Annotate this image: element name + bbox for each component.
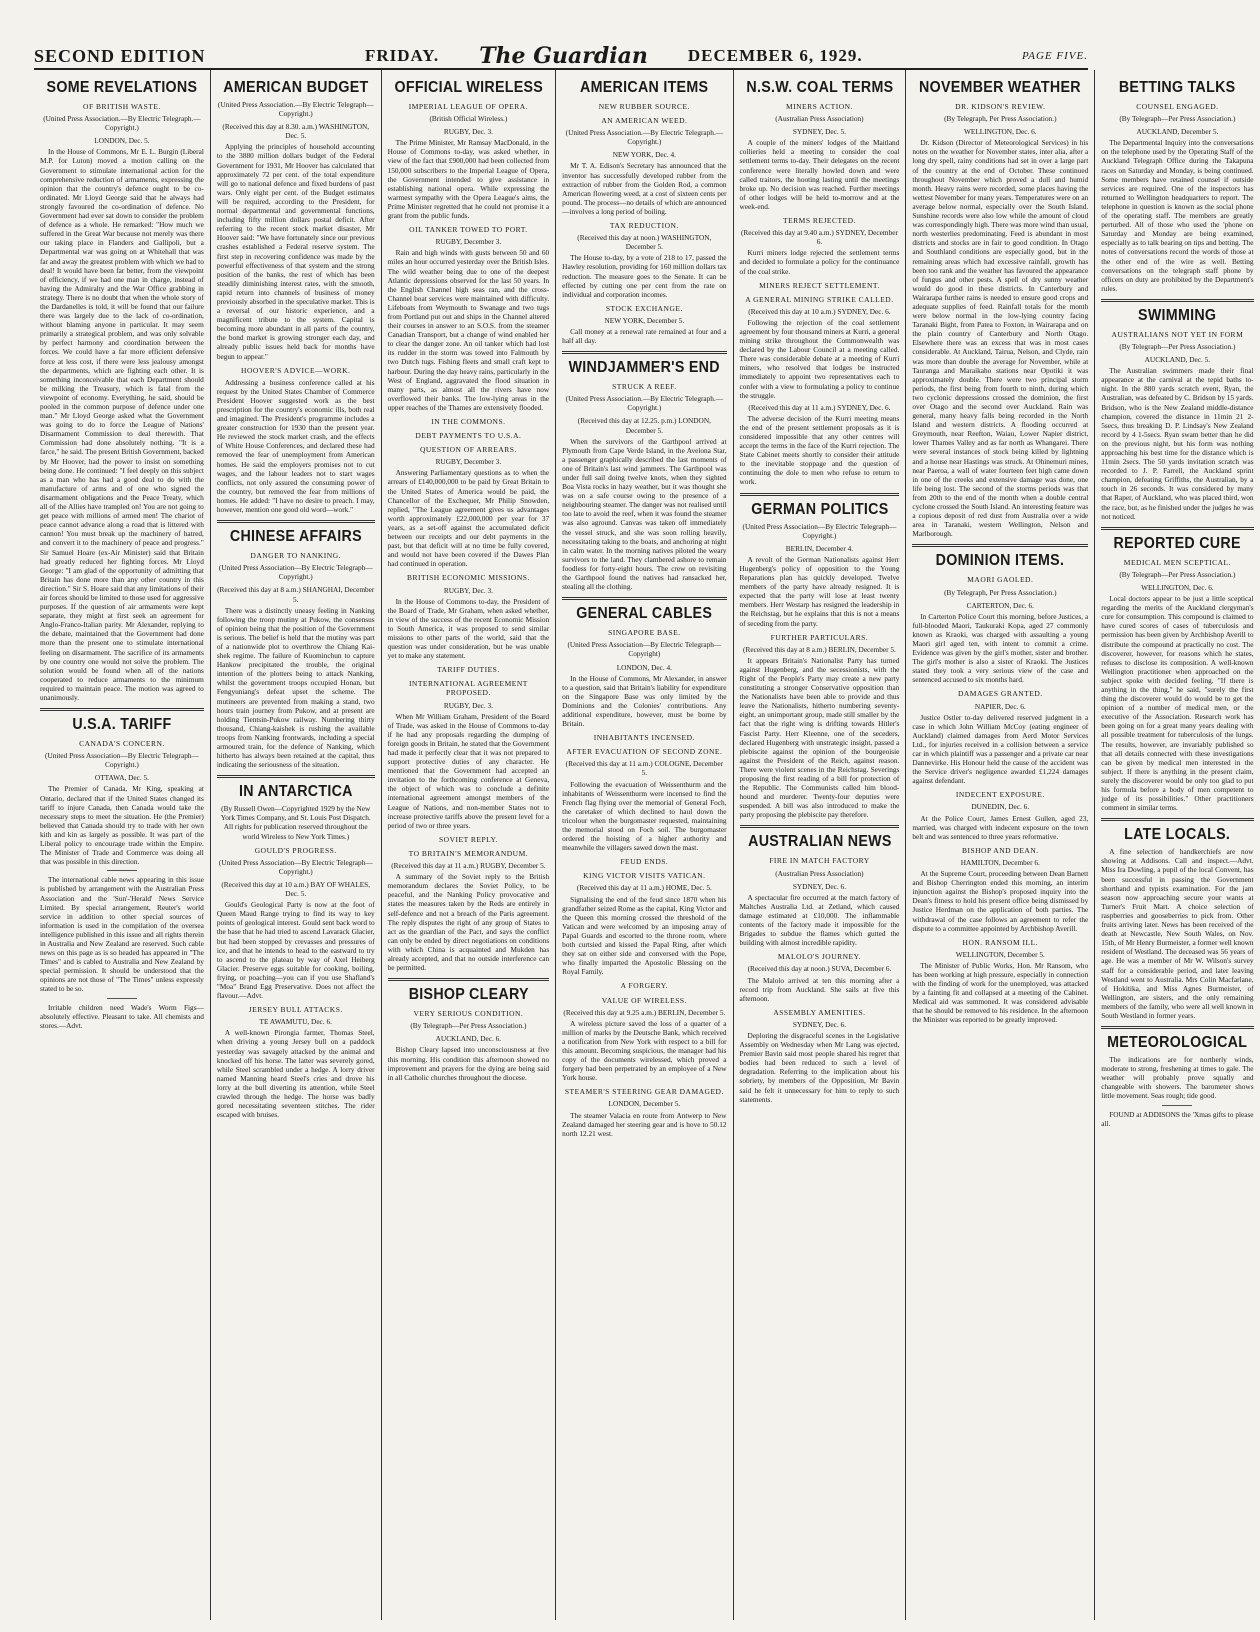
headline-in-antarctica: IN ANTARCTICA — [238, 783, 353, 801]
credit-line: (Australian Press Association) — [775, 114, 864, 124]
article-body: A spectacular fire occurred at the match factory of Maltches Australia Ltd. at Zetland, which caused damage estimated at £10,000. The inflammable contents of the factory made it impossible for the Brigades to subdue the flames which gutted the building with almost incredible rapidity. — [739, 892, 900, 948]
credit-line: (United Press Association—By Electric Telegraph—Copyright.) — [45, 751, 199, 770]
subhead: INTERNATIONAL AGREEMENT PROPOSED. — [408, 679, 528, 698]
headline-swimming: SWIMMING — [1138, 306, 1217, 324]
article-body: It appears Britain's Nationalist Party has turned against Hugenberg, and the secessionists, with the Right of the People's Party may create a new party constituting a stronger Conservative opposition than the Nationalists have been able to provide and thus leave the Nationalists, hitherto numbering seventy-eight, an unimportant group, made still smaller by the fact that the right wing is drifting towards Hitler's Fascist Party. Herr Kleenne, one of the seceders, declared Hugenberg with unstrategic insight, passed a plebiscite against the opinion of the bourgeoisie against the President of the Reich, against reason. There were violent scenes in the Reichstag. Severings proposing the first reading of a bill for protection of the Republic. The Communists called him blood-hound and murderer. Twenty-four deputies were suspended. A bill was also introduced to make the party proposing the plebiscite pay therefore. — [739, 655, 900, 820]
dateline: SYDNEY, Dec. 5. — [792, 127, 847, 137]
subhead: IMPERIAL LEAGUE OF OPERA. — [408, 102, 529, 111]
subhead: JERSEY BULL ATTACKS. — [248, 1005, 343, 1015]
subhead: DANGER TO NANKING. — [250, 551, 342, 561]
article-body: In the House of Commons, Mr E. L. Burgin (Liberal M.P. for Luton) moved a motion calling on the Government to stimulate international action for the comprehensive reduction of armaments, expressing the opinion that the country's defence ought to be co-ordinated. Mr Lloyd George said that he always had strongly favoured the co-ordination of defence. No Government had ever sat down to consider the problem of defence as a whole. He remarked: "How much we suffered in the Great War because not merely was there our taking place in Flanders and Gallipoli, but a Departmental war was going on at Whitehall that was far and away the greatest problem with which we had to deal! It would have been far better, from the viewpoint of efficiency, if we had one man in charge, instead of having the Admiralty and the War Office grabbing in strategy. There is no doubt that when the whole story of the Dardanelles is told, it will be found that our failure there was largely due to the lack of co-ordination, without blaming anyone in particular. It may seem primarily a strategical problem, and was only solvable by perfect harmony and coordination between the forces. We could have a far more efficient defensive force at less cost, if there were less jealousy amongst the departments, which are fighting each other. It is something inconceivable that each Department should be milking the Treasury, which is fatal from the viewpoint of economy. Everything, he said, should be pooled in the common purpose of defence under one man." Mr Lloyd George asked what the Government was going to do to force the League of Nations' Disarmament Commission to deal therewith. That Commission had done absolutely nothing. "It is a farce," he said. The present British Government, backed by Mr Hoover, had the power to insist on something being done. He continued: "I feel deeply on this subject as a man who has had a good deal to do with the manufacture of arms and of one who signed the disarmament obligations and the Peace Treaty, which all of the Allies have trampled on! You are not going to get peace with millions of armed men! The chariot of peace cannot advance along a road that is littered with cannon! You must break up the machinery of hatred, and convert it to the machinery of peace and progress." Sir Samuel Hoare (ex-Air Minister) said that Britain had greatly reduced her fighting forces. Mr Lloyd George: "I am glad of the opportunity of admitting that Britain has done more than any other country in this direction." Sir S. Hoare said that any limitations of their air forces should be limited to those used for aggressive purposes. If the question of air armaments were kept separate, they might at first seek an agreement for Anglo-Franco-Italian parity. Mr Alexander, replying to the debate, maintained that the Government had done more than the present one to stimulate international feeling on disarmament. The sacrifice of its armaments by one country one would not solve the problem. The solution would be found when all of the nations cooperated to reduce armaments to the minimum required to maintain peace. The motion was agreed to unanimously. — [40, 147, 204, 702]
dateline: (Received this day at 10 a.m.) BAY OF WHALES, Dec. 5. — [221, 879, 371, 899]
subhead: BISHOP AND DEAN. — [961, 845, 1039, 855]
article-body: When Mr William Graham, President of the Board of Trade, was asked in the House of Commons to-day if he had any proposals regarding the dumping of foreign goods in Britain, he stated that the Government had made it perfectly clear that it was not prepared to support protective duties of any character. He mentioned that the Government had accepted an invitation to the forthcoming conference at Geneva, the object of which was to conclude a definite international agreement amongst members of the League of Nations, and non-member States not to increase protective tariffs above the present level for a period of two or three years. — [387, 711, 550, 830]
subhead: MINERS ACTION. — [785, 102, 853, 111]
dateline: (Received this day at 8 a.m.) SHANGHAI, December 5. — [217, 585, 375, 604]
credit-line: (By Telegraph—Per Press Association.) — [1119, 114, 1236, 124]
dateline: (Received this day at 8.30. a.m.) WASHINGTON, Dec. 5. — [222, 122, 370, 141]
subhead: COUNSEL ENGAGED. — [1136, 102, 1219, 111]
dateline: RUGBY, Dec. 3. — [443, 585, 493, 595]
edition-label: SECOND EDITION — [34, 45, 206, 66]
column-divider — [1101, 818, 1253, 821]
dateline: TE AWAMUTU, Dec. 6. — [259, 1017, 332, 1027]
article-body: Addressing a business conference called at his request by the United States Chamber of Commerce President Hoover suggested work as the best prescription for the country's economic ills, both real and imagined. The President's programme includes a greater construction for 1930 than the present year. He reviewed the stock market crash, and the effects of White House Conferences, and declared these had removed the fear of unemployment from American homes. He said the employers promises not to cut wages, and the labour leaders not to start wages conflicts, not only assured the consuming power of the country, but removed the fear from millions of homes. He added: "I have no desire to preach. I may, however, mention one good old word—work." — [216, 377, 375, 515]
credit-line: (By Telegraph, Per Press Association.) — [944, 114, 1057, 124]
subhead: MINERS REJECT SETTLEMENT. — [759, 280, 880, 290]
dateline: (Received this day at 9.40 a.m.) SYDNEY, December 6. — [740, 228, 898, 247]
article-body: The Australian swimmers made their final appearance at the carnival at the tepid baths to-night. In the 880 yards scratch event, Ryan, the Australian, was defeated by C. Bridson by 15 yards. Bridson, who is the New Zealand middle-distance champion, covered the distance in 11min 21 2-5secs, thus breaking D. P. Lindsay's New Zealand record by 4 1-5secs. Ryan swam better than he did on the previous night, but his form was nothing approaching his best time for the distance which is 11min 2secs. The 50 yards invitation scratch was recorded to J. P. Farrell, the Auckland sprint champion, defeating Griffiths, the Australian, by a touch in 26 seconds. It was considered by many that Raper, of Auckland, who was placed third, won the race, but, as he finished under the judges he was not noticed. — [1101, 366, 1254, 521]
column-divider — [562, 351, 726, 354]
subhead: AFTER EVACUATION OF SECOND ZONE. — [566, 747, 723, 757]
dateline: WELLINGTON, Dec. 6. — [1141, 582, 1214, 592]
masthead — [34, 44, 1088, 70]
dateline: HAMILTON, December 6. — [960, 857, 1040, 867]
column-divider — [40, 708, 204, 711]
credit-line: (United Press Association.—By Electric Telegraph—Copyright.) — [217, 100, 374, 119]
dateline: (Received this day at 11 a.m.) HOME, Dec. 5. — [576, 883, 712, 893]
headline-bishop-cleary: BISHOP CLEARY — [408, 986, 529, 1004]
subhead: MALOLO'S JOURNEY. — [777, 952, 861, 962]
column-2 — [211, 70, 382, 1620]
article-body: A couple of the miners' lodges of the Maitland collieries held a meeting to consider the coal settlement terms to-day. Their delegates on the recent conference were literally howled down and were called traitors, the hooting lasting until the meetings broke up. No decision was reached. Further meetings of other lodges will be held to-morrow and at the week-end. — [739, 138, 900, 211]
headline-meteorological: METEOROLOGICAL — [1107, 1034, 1248, 1052]
article-body: The Prime Minister, Mr Ramsay MacDonald, in the House of Commons to-day, was asked whether, in view of the fact that £900,000 had been collected from 150,000 subscribers to the Imperial League of Opera, the Government intended to give assistance in establishing national opera. While expressing the warmest sympathy with the Opera League's aims, the Prime Minister regretted that he could not promise it a grant from the public funds. — [387, 138, 550, 221]
dateline: AUCKLAND, Dec. 6. — [435, 1034, 502, 1044]
article-body: In the House of Commons to-day, the President of the Board of Trade, Mr Graham, when asked whether, in view of the success of the recent Economic Mission to South America, it was proposed to send similar missions to other parts of the world, said that the question was under consideration, but he was unable yet to make any statement. — [387, 596, 550, 661]
dateline: DUNEDIN, Dec. 6. — [971, 802, 1030, 812]
dateline: BERLIN, December 4. — [785, 543, 854, 553]
dateline: AUCKLAND, Dec. 5. — [1144, 355, 1211, 365]
subhead: NEW RUBBER SOURCE. — [598, 102, 690, 111]
column-6 — [906, 70, 1095, 1620]
subhead: TO BRITAIN'S MEMORANDUM. — [408, 848, 529, 858]
subhead: INHABITANTS INCENSED. — [593, 733, 695, 743]
credit-line: (By Telegraph, Per Press Association.) — [944, 587, 1057, 597]
article-body: Rain and high winds with gusts between 50 and 60 miles an hour occurred yesterday over the British Isles. The wild weather being due to one of the deepest Atlantic depressions observed for the last 50 years. In the English Channel high seas ran, and the cross-Channel boat services were maintained with difficulty. Lifeboats from Weymouth to Swanage and two tugs from Portland put out and ships in the Channel altered their courses in answer to an S.O.S. from the steamer Canadian Transport, but a change of wind enabled her to clear the danger zone. An oil tanker which had lost its rudder in the storm was towed into Falmouth by two Dutch tugs. Fishing fleets and small craft kept to harbour. During the day heavy rains, particularly in the West of England, aggravated the flood situation in many parts, as almost all the rivers have now overflowed their banks. The low-lying areas in the upper reaches of the Thames are extensively flooded. — [387, 248, 550, 412]
dateline: AUCKLAND, December 5. — [1136, 127, 1219, 137]
credit-line: (United Press Association.—By Electric Telegraph.—Copyright.) — [565, 128, 724, 147]
subhead: DEBT PAYMENTS TO U.S.A. — [415, 431, 522, 441]
subhead: KING VICTOR VISITS VATICAN. — [583, 871, 706, 881]
dateline: RUGBY, Dec. 3. — [443, 700, 493, 710]
day-label: FRIDAY. — [364, 46, 440, 65]
column-divider — [740, 493, 900, 496]
column-5 — [734, 70, 907, 1620]
dateline: WELLINGTON, December 5. — [955, 949, 1045, 959]
article-body: Bishop Cleary lapsed into unconsciousness at five this morning. His condition this afternoon showed no improvement and prayers for the dying are being said in all Catholic churches throughout the diocese. — [387, 1045, 550, 1082]
advertisement: FOUND at ADDISONS the 'Xmas gifts to please all. — [1101, 1109, 1254, 1128]
article-body: At the Police Court, James Ernest Gullen, aged 23, married, was charged with indecent exposure on the town belt and was sentenced to three years reformative. — [912, 813, 1089, 841]
subhead: CANADA'S CONCERN. — [79, 739, 165, 749]
article-body: The Premier of Canada, Mr King, speaking at Ontario, declared that if the United States changed its tariff to injure Canada, then Canada would take the necessary steps to meet the situation. He (the Premier) believed that Canada should try to trade with her own kith and kin as largely as possible. It was part of the Liberal policy to encourage trade within the Empire. The Minister of Trade and Commerce was doing all that was possible in this direction. — [40, 784, 204, 867]
subhead: MEDICAL MEN SCEPTICAL. — [1123, 557, 1231, 567]
column-divider — [217, 775, 375, 778]
column-1 — [34, 70, 211, 1620]
article-body: Following the evacuation of Weissenthurm and the inhabitants of Weissenthurm were incensed to find the French flag flying over the memorial of General Foch, the caretaker of which declined to haul down the tricolour when the burgomaster requested, maintaining the memorial stood on Foch soil. The burgomaster ordered the hoisting of a higher authority and meanwhile the villagers sawed down the mast. — [562, 779, 727, 853]
column-divider — [217, 520, 375, 523]
subhead: STEAMER'S STEERING GEAR DAMAGED. — [564, 1087, 724, 1097]
dateline: (Received this day at 11 a.m.) SYDNEY, Dec. 6. — [748, 402, 891, 412]
article-body: The House to-day, by a vote of 218 to 17, passed the Hawley resolution, providing for 160 million dollars tax reduction. The measure goes to the Senate. It can be effected by cutting one per cent from the rate on individual and corporation incomes. — [562, 253, 727, 299]
subhead: STRUCK A REEF. — [612, 382, 677, 392]
article-body: Applying the principles of household accounting to the 3880 million dollars budget of the Federal Government for 1931, Mr Hoover has calculated that approximately 72 per cent. of the total expenditure will go to national defence and fixed burdens of past wars. Only eight per cent. of the Budget estimates will be required, according to the President, for normal departmental and governmental functions, including fifty million dollars postal deficit. After referring to the recent stock market disaster, Mr Hoover said: "We have fortunately since our previous crashes established a Federal reserve system. The first step in recovering confidence was made by the powerful effectiveness of that system and the strong position of the banks, the rest of which has been steadily diminishing interest rates, with the smooth, rapid return into channels of business of money previously absorbed in the speculative market. This is a reversal of our historic experience, and a magnificent tribute to the system. Capital is becoming more abundant in all parts of the country, the bond market is growing stronger each day, and already public issues held back for months have begun to appear." — [216, 142, 375, 361]
subhead: TARIFF DUTIES. — [437, 665, 500, 675]
credit-line: (By Russell Owen—Copyrighted 1929 by the New York Times Company, and St. Louis Post Dispatch. All rights for publication reserved throughout the world Wireless to New York Times.) — [220, 804, 371, 841]
article-body: The indications are for northerly winds, moderate to strong, freshening at times to gale. The weather will probably prove squally and changeable with showers. The barometer shows little movement. Seas rough; tide good. — [1101, 1055, 1254, 1101]
dateline: LONDON, Dec. 5. — [94, 136, 150, 146]
headline-windjammers-end: WINDJAMMER'S END — [568, 359, 720, 377]
subhead: OF BRITISH WASTE. — [83, 102, 161, 111]
subhead: A FORGERY. — [620, 981, 669, 991]
subhead: INDECENT EXPOSURE. — [955, 790, 1045, 800]
separator — [1162, 1105, 1192, 1106]
subhead: MAORI GAOLED. — [967, 575, 1034, 585]
subhead: A GENERAL MINING STRIKE CALLED. — [745, 294, 894, 304]
dateline: NEW YORK, December 5. — [604, 315, 685, 325]
article-body: A revolt of the German Nationalists against Herr Hugenberg's policy of opposition to the Young Reparations plan has quickly developed. Twelve members of the party have already resigned. It is expected that the party will lose at least twenty members. Herr Westarp has resigned the leadership in the Reichstag, but he explains that this is not a means of seceding from the party. — [739, 554, 900, 628]
credit-line: (Australian Press Association) — [775, 868, 864, 878]
credit-line: (United Press Association.—By Electric Telegraph.—Copyright.) — [565, 394, 724, 413]
dateline: RUGBY, December 3. — [435, 457, 502, 467]
subhead: STOCK EXCHANGE. — [605, 303, 683, 313]
subhead: QUESTION OF ARREARS. — [419, 445, 517, 455]
subhead: FURTHER PARTICULARS. — [770, 632, 869, 642]
article-body: The Malolo arrived at ten this morning after a record trip from Auckland. She sails at five this afternoon. — [739, 975, 900, 1003]
article-body: Justice Ostler to-day delivered reserved judgment in a case in which John William McCoy (eating engineer of Auckland) claimed damages from Aerd Motor Services Ltd., for injuries received in a collision between a service car in which plaintiff was a passenger and a private car near Dannevirke. His Honour held the cause of the accident was the Service driver's negligence awarded £1,224 damages against defendant. — [912, 712, 1089, 786]
article-body: Gould's Geological Party is now at the foot of Queen Maud Range trying to find its way to key points of geological interest. Gould sent back word to the base that he had tried to ascend Lavarack Glacier, but had been stopped by crevasses and pressures of ice, and that he intends to head to the eastward to try to ascend to the plateau by way of Axel Heiberg Glacier. Preserve eggs suitable for cooking, boiling, frying, or poaching—you can if you use Shafland's "Moa" Brand Egg Preservative. Does not affect the flavour.—Advt. — [216, 900, 375, 1001]
dateline: (Received this day at noon.) WASHINGTON, December 5. — [577, 233, 712, 252]
article-columns — [34, 70, 1254, 1620]
article-body: Following the rejection of the coal settlement agreement by four thousand miners at Kurri, a general mining strike throughout the Commonwealth was declared by the Labour Council at a meeting called. There was considerable debate at a meeting of Kurri miners, who resolved that lodges be instructed immediately to appoint two representatives each to confer with a view to formulating a policy to continue the struggle. — [739, 317, 900, 400]
subhead: TAX REDUCTION. — [609, 221, 679, 231]
subhead: HON. RANSOM ILL. — [962, 937, 1039, 947]
subhead: VALUE OF WIRELESS. — [601, 995, 687, 1005]
article-body: There was a distinctly uneasy feeling in Nanking following the troop mutiny at Pukow, the consensus of opinion being that the position of the Government is serious. The belief is held that the mutiny was part of a nationwide plot to overthrow the Chiang Kai-shek regime. The failure of Kuominchun to capture Hankow precipitated the trouble, the original intention of the plotters being to attack Nanking, whilst the government troops occupied Honan, but Fengyuniang's defeat upset the scheme. The mutineers are prevented from making a stand, two hours train journey from Pukow, and at present are holding Tientsin-Pukow railway. Numbering thirty thousand, Chiang-kaishek is rushing the available troops from Nanking frontwards, including a special armoured train, for the defence of Nanking, which hitherto has always been retained at the capital, thus indicating the seriousness of the situation. — [216, 605, 375, 770]
dateline: (Received this day at noon.) SUVA, December 6. — [747, 964, 892, 974]
credit-line: (United Press Association—By Electric Telegraph—Copyright.) — [742, 521, 897, 540]
column-divider — [1101, 527, 1253, 530]
subhead: AN AMERICAN WEED. — [601, 116, 688, 126]
article-body: A fine selection of handkerchiefs are now showing at Addisons. Call and inspect.—Advt. Miss Ira Dowling, a pupil of the local Convent, has been successful in passing the Government shorthand and typists examination. For the jam season now approaching secure your wants at Turner's Fruit Mart. A choice selection of raspberries and gooseberries to pick from. Other fruits arriving later. News has been received of the death at Newcastle, New South Wales, on Nov. 15th, of Mr Henry Burmeister, a former well known resident of Westland. The deceased was 56 years of age. He was a member of Mr W. Wilson's survey staff for a considerable period, and later leaving Westland went to Australia. Mrs Colin Macfarlane, of Hokitika, and Miss Agnes Burmeister, of Wellington, are sisters, and the only remaining members of the family, who were all well known in South Westland in former years. — [1101, 847, 1254, 1020]
paper-title: The Guardian — [479, 43, 648, 69]
subhead: OIL TANKER TOWED TO PORT. — [409, 225, 528, 235]
article-body: Answering Parliamentary questions as to when the arrears of £140,000,000 to be paid by Great Britain to the United States of America would be paid, the Chancellor of the Exchequer, Mr Philip Snowden, replied, "The League agreement gives us advantages worth approximately £22,000,000 per year for 37 years, as a set-off against the accumulated deficit between our receipts and our debt payments in the past, but that deficit will at no time be fully covered, and would not have been covered if the Dawes Plan had continued in operation. — [387, 468, 550, 569]
column-divider — [1101, 1026, 1253, 1029]
subhead: BRITISH ECONOMIC MISSIONS. — [406, 573, 530, 583]
column-7 — [1095, 70, 1259, 1620]
credit-line: (By Telegraph—Per Press Association.) — [410, 1021, 527, 1031]
headline-usa-tariff: U.S.A. TARIFF — [72, 716, 172, 734]
article-body: Signalising the end of the feud since 1870 when his grandfather seized Rome as the capital, King Victor and the Queen this morning crossed the threshold of the Vatican and were welcomed by an imposing array of Papal Guards and escorted to the throne room, where both curtsied and kissed the Papal Ring, after which they sat on either side and conversed with the Pope, who finally imparted the Apostolic Blessing on the Royal Family. — [562, 894, 727, 977]
dateline: LONDON, Dec. 4. — [616, 662, 673, 672]
subhead: SOVIET REPLY. — [438, 834, 498, 844]
article-body: Call money at a renewal rate remained at four and a half all day. — [562, 326, 727, 346]
column-divider — [740, 825, 900, 828]
dateline: RUGBY, December 3. — [435, 237, 502, 247]
column-divider — [1101, 299, 1253, 302]
credit-line: (United Press Association—By Electric Telegraph—Copyright.) — [218, 857, 373, 876]
credit-line: (United Press Association—By Electric Telegraph—Copyright.) — [218, 563, 373, 582]
article-body: Deploring the disgraceful scenes in the Legislative Assembly on Wednesday when Mr Lang was ejected, Premier Bavin said most people shared his regret that bodies had been reduced to such a level of degradation. Referring to the implication about his sobriety, by members of the Opposition, Mr Bavin said he felt it unnecessary for him to reply to such statements. — [739, 1030, 900, 1104]
subhead: TERMS REJECTED. — [782, 216, 856, 226]
article-body: A well-known Pirongia farmer, Thomas Steel, when driving a young Jersey bull on a paddock yesterday was savagely attacked by the animal and knocked off his horse. The latter was severely gored, while Steel scrambled under a hedge. A lorry driver named Manning heard Steel's cries and drove his lorry at the bull diverting its attention, while Steel crawled through the hedge. The horse was badly gored necessitating seventeen stitches. The rider escaped with bruises. — [216, 1028, 375, 1120]
article-body: The adverse decision of the Kurri meeting means the end of the present settlement proposals as it is considered impossible that any other centres will accept the terms in the face of the Kurri rejection. The State Cabinet meets shortly to consider their attitude to the inevitable stoppage and the question of continuing the dole to men who refuse to return to work. — [739, 413, 900, 487]
headline-some-revelations: SOME REVELATIONS — [46, 79, 198, 96]
date-label: DECEMBER 6, 1929. — [687, 46, 863, 65]
column-divider — [388, 978, 550, 981]
headline-american-budget: AMERICAN BUDGET — [223, 79, 369, 96]
article-body: The Minister of Public Works, Hon. Mr Ransom, who has been working at high pressure, especially in connection with the finding of work for the unemployed, was attacked by a fainting fit and collapsed at a meeting of the Cabinet. Medical aid was summoned. It was considered advisable that he should be removed to his residence. In the afternoon the Minister was reported to be greatly improved. — [912, 960, 1089, 1025]
credit-line: (United Press Association—By Electric Telegraph—Copyright) — [567, 640, 722, 659]
dateline: (Received this day at 11 a.m.) RUGBY, December 5. — [391, 861, 546, 871]
subhead: DAMAGES GRANTED. — [957, 689, 1043, 699]
headline-american-items: AMERICAN ITEMS — [580, 79, 709, 96]
headline-november-weather: NOVEMBER WEATHER — [919, 79, 1082, 96]
article-body: A wireless picture saved the loss of a quarter of a million of marks by the Deutsche Bank, which received a notification from New York with respect to a bill for this amount. Becoming suspicious, the manager had his copy of the documents wirelessed, which proved a forgery had been perpetrated by an employee of a New York house. — [562, 1018, 727, 1083]
credit-line: (By Telegraph—Per Press Association.) — [1119, 569, 1236, 579]
article-body: The Departmental Inquiry into the conversations on the telephone used by the Operating Staff of the Auckland Telegraph Office during the Takapuna races on Saturday and Monday, is being continued. Some members have retained counsel if outside services are required. One of the inspectors has returned to Wellington headquarters to report. The telephone in question is known as the social phone of the operating staff. The members are greatly perturbed. All of those who used the 'phone on Saturday and Monday are being examined, especially as to talk bearing on tips and betting. The notes of conversations record the words of those at the other end of the wire as well. Betting conversations on the telegraph staff phone by officers on duty are prohibited by the Department's rules. — [1101, 138, 1254, 293]
dateline: CARTERTON, Dec. 6. — [966, 600, 1034, 610]
dateline: LONDON, December 5. — [608, 1099, 681, 1109]
headline-german-politics: GERMAN POLITICS — [750, 500, 889, 518]
subhead: AUSTRALIANS NOT YET IN FORM — [1111, 329, 1244, 339]
article-body: When the survivors of the Garthpool arrived at Plymouth from Cape Verde Island, in the Avelona Star, a passenger graphically described the last moments of one of Britain's last wind jammers. The Garthpool was under full sail doing twelve knots, when they sighted Boa Vista rocks in hazy weather, but it was thought she was on a safe course owing to the presence of a neighbouring steamer. The danger was not realised until too late to avoid the reef, when it was found the steamer was also aground. Canvas was taken off immediately the vessel struck, and she was soon rolling heavily, necessitating taking to the boats, and anchoring at night in calm water. In the morning natives piloted the weary survivors to the land. They clambered ashore to remain foodless for forty-eight hours. The crew on revisiting the Garthpool found the natives had ransacked her, stealing all the clothing. — [562, 436, 727, 592]
masthead-center — [365, 43, 863, 69]
dateline: (Received this day at 12.25. p.m.) LONDON, December 5. — [577, 416, 711, 435]
headline-nsw-coal-terms: N.S.W. COAL TERMS — [745, 79, 893, 96]
headline-betting-talks: BETTING TALKS — [1119, 79, 1236, 96]
article-body: Local doctors appear to be just a little sceptical regarding the merits of the Auckland clergyman's cure for consumption. This compound is claimed to have cured scores of cases of tuberculosis and permission has been given by Archbishop Averill to distribute the compound at practically no cost. The discoverer, however, for reasons which he states, refuses to disclose its composition. A well-known Wellington practitioner when approached on the subject spoke with decided feeling. "If there is anything in the thing," he said, "surely the first thing the discoverer would do would be to get the opinion of a number of medical men, or the executive of the Association. Research work has been going on for a great many years dealing with all possible treatment for tuberculosis of the lungs. The results, however, are invariably published so that all details connected with these investigations can be given by medical men interested in the subject. If there is anything in the present claim, surely the discoverer would be only too glad to put his formula before a body of men competent to judge of its possibilities." Other practitioners comment in similar terms. — [1101, 594, 1254, 813]
dateline: (Received this day at 10 a.m.) SYDNEY, Dec. 6. — [748, 306, 891, 316]
headline-reported-cure: REPORTED CURE — [1113, 534, 1241, 552]
subhead: FEUD ENDS. — [620, 857, 669, 867]
subhead: HOOVER'S ADVICE—WORK. — [241, 365, 351, 375]
article-body: In Carterton Police Court this morning, before Justices, a full-blooded Maori, Taukuraki Kopa, aged 27 commonly known as Kraoki, was charged with assaulting a young Maori girl aged ten, with intent to commit a crime. Evidence was given by the girl's mother, sister and brother. The girl's mother is also a sister of Kraoki. The Justices stated they took a very serious view of the case and sentenced accused to six months hard. — [912, 611, 1089, 685]
headline-australian-news: AUSTRALIAN NEWS — [747, 833, 892, 851]
article-body: Dr. Kidson (Director of Meteorological Services) in his notes on the weather for November states, inter alia, after a long dry spell, rainy conditions had set in over a large part of the country at the end of October. These continued throughout November which proved a dull and humid month. Heavy rains were recorded, some places having the wettest November for many years. Temperatures were on an average below normal, especially over the South Island. Sunshine records were also low while the amount of cloud was correspondingly high. There was more wind than usual, north westerlies predominating. Feed is abundant in most districts and stocks are in fair to good condition. In Otago and Southland conditions are especially good, but in the remaining areas which had excessive rainfall, growth has been too rank and the weather has favoured the appearance of fungus and other pests. A spell of dry sunny weather would do good in these districts. In Canterbury and Wairarapa further rains is needed to ensure good crops and adequate supplies of feed. Rainfall totals for the month were below normal in the low-lying country facing Taranaki Bight, from Patea to Foxton, in Wairarapa and on the plain country of Canterbury and North Otago. Elsewhere there was an excess that was in most cases considerable. At Auckland, Tairua, Nelson, and Clyde, rain was more than double the average for November, while at Tauranga and Maraikaho stations near Opotiki it was approximately double. There were two principal storm periods, the first being from fourth to ninth, during which two cyclonic depressions crossed the dominion, the first over Otago and the second over Auckland. Rain was general, many heavy falls being recorded in the North Island and western districts. A flooding occurred at Greymouth, near Reefton, Waiau, Lower Napier district, lower Thames Valley and as far north as Whangarei. There were several instances of stock being killed by lightning and a house near Hastings was struck. At Ohinemuri mines, near Paeroa, a wall of water fourteen feet high came down in one of the creeks and extensive damage was done, one life being lost. The second of the storms periods was that from 20th to the end of the month when a double central cyclone crossed the South Island. An interesting feature was a copious deposit of red dust from Australia over a wide area in Taranaki, western Wellington, Nelson and Marlborough. — [912, 138, 1089, 539]
article-body: At the Supreme Court, proceeding between Dean Barnett and Bishop Cherrington ended this morning, an interim injunction against the Bishop's proposed inquiry into the Dean's fitness to hold his present office being dismissed by Justice Herdman on the application of both parties. The withdrawal of the case follows an agreement to refer the dispute to a committee appointed by Archbishop Averill. — [912, 869, 1089, 933]
dateline: (Received this day at 8 a.m.) BERLIN, December 5. — [743, 644, 896, 654]
article-body: Mr T. A. Edison's Secretary has announced that the inventor has successfully developed rubber from the extraction of rubber from the Golden Rod, a common American flowering weed, at a cost of sixteen cents per pound. The process—no details of which are announced—involves a long period of boiling. — [562, 161, 727, 216]
credit-line: (British Official Wireless.) — [429, 114, 508, 124]
subhead: FIRE IN MATCH FACTORY — [769, 856, 870, 866]
headline-dominion-items: DOMINION ITEMS. — [936, 552, 1065, 570]
dateline: NAPIER, Dec. 6. — [974, 701, 1026, 711]
article-body: Kurri miners lodge rejected the settlement terms and decided to formulate a policy for the continuance of the coal strike. — [739, 248, 900, 276]
column-divider — [562, 597, 726, 600]
dateline: (Received this day at 11 a.m.) COLOGNE, December 5. — [565, 759, 724, 778]
separator — [107, 998, 137, 999]
dateline: NEW YORK, Dec. 4. — [612, 150, 676, 160]
subhead: IN THE COMMONS. — [431, 417, 506, 426]
dateline: RUGBY, Dec. 3. — [443, 127, 493, 137]
dateline: OTTAWA, Dec. 5. — [94, 773, 149, 783]
article-body: A summary of the Soviet reply to the British memorandum declares the Soviet Policy, to be peaceful, and the Nanking Policy provocative and states the measures taken by the Reds are entirely in self-defence and not a breach of the Paris agreement. The reply disputes the right of any group of States to act as the guardian of the Pact, and says the conflict can only be ended by direct negotiations on conditions with which China is acquainted and Mukden has already accepted, and that no outside interference can be permitted. — [387, 872, 550, 973]
headline-general-cables: GENERAL CABLES — [576, 605, 713, 623]
article-body: The steamer Valacia en route from Antwerp to New Zealand damaged her steering gear and is hove to 50.12 north 12.21 west. — [562, 1110, 727, 1138]
subhead: SINGAPORE BASE. — [608, 628, 681, 638]
headline-official-wireless: OFFICIAL WIRELESS — [394, 79, 543, 96]
advertisement: Irritable children need Wade's Worm Figs—absolutely effective. Pleasant to take. All chemists and stores.—Advt. — [40, 1002, 204, 1030]
article-body: In the House of Commons, Mr Alexander, in answer to a question, said that Britain's liability for expenditure on the Singapore Base was only limited by the Dominions and the Colonies' contributions. Any additional expenditure, however, must be borne by Britain. — [562, 673, 727, 729]
separator — [107, 870, 137, 871]
subhead: VERY SERIOUS CONDITION. — [413, 1009, 524, 1019]
dateline: (Received this day at 9.25 a.m.) BERLIN, December 5. — [563, 1007, 726, 1017]
dateline: SYDNEY, Dec. 6. — [792, 1019, 847, 1029]
notice-body: The international cable news appearing in this issue is published by arrangement with the Australian Press Association and the 'Sun'-'Herald' News Service Limited. By special arrangement, Reuter's world service in addition to other special sources of information is used in the compilation of the oversea intelligence published in this issue and all rights therein in Australia and New Zealand are reserved. Such cable news on this page as is so headed has appeared in "The Times" and is cabled to Australia and New Zealand by special permission. It should be understood that the opinions are not those of "The Times" unless expressly stated to be so. — [40, 875, 204, 994]
subhead: DR. KIDSON'S REVIEW. — [955, 102, 1046, 111]
page-number: PAGE FIVE. — [1021, 50, 1088, 62]
dateline: SYDNEY, Dec. 6. — [792, 881, 847, 891]
subhead: ASSEMBLY AMENITIES. — [773, 1007, 866, 1017]
headline-chinese-affairs: CHINESE AFFAIRS — [229, 528, 362, 546]
subhead: GOULD'S PROGRESS. — [254, 845, 337, 855]
column-3 — [382, 70, 557, 1620]
column-4 — [556, 70, 733, 1620]
column-divider — [912, 544, 1088, 547]
dateline: WELLINGTON, Dec. 6. — [963, 127, 1037, 137]
credit-line: (United Press Association.—By Electric Telegraph.—Copyright.) — [43, 114, 201, 133]
credit-line: (By Telegraph—Per Press Association.) — [1119, 341, 1236, 351]
headline-late-locals: LATE LOCALS. — [1124, 826, 1231, 844]
